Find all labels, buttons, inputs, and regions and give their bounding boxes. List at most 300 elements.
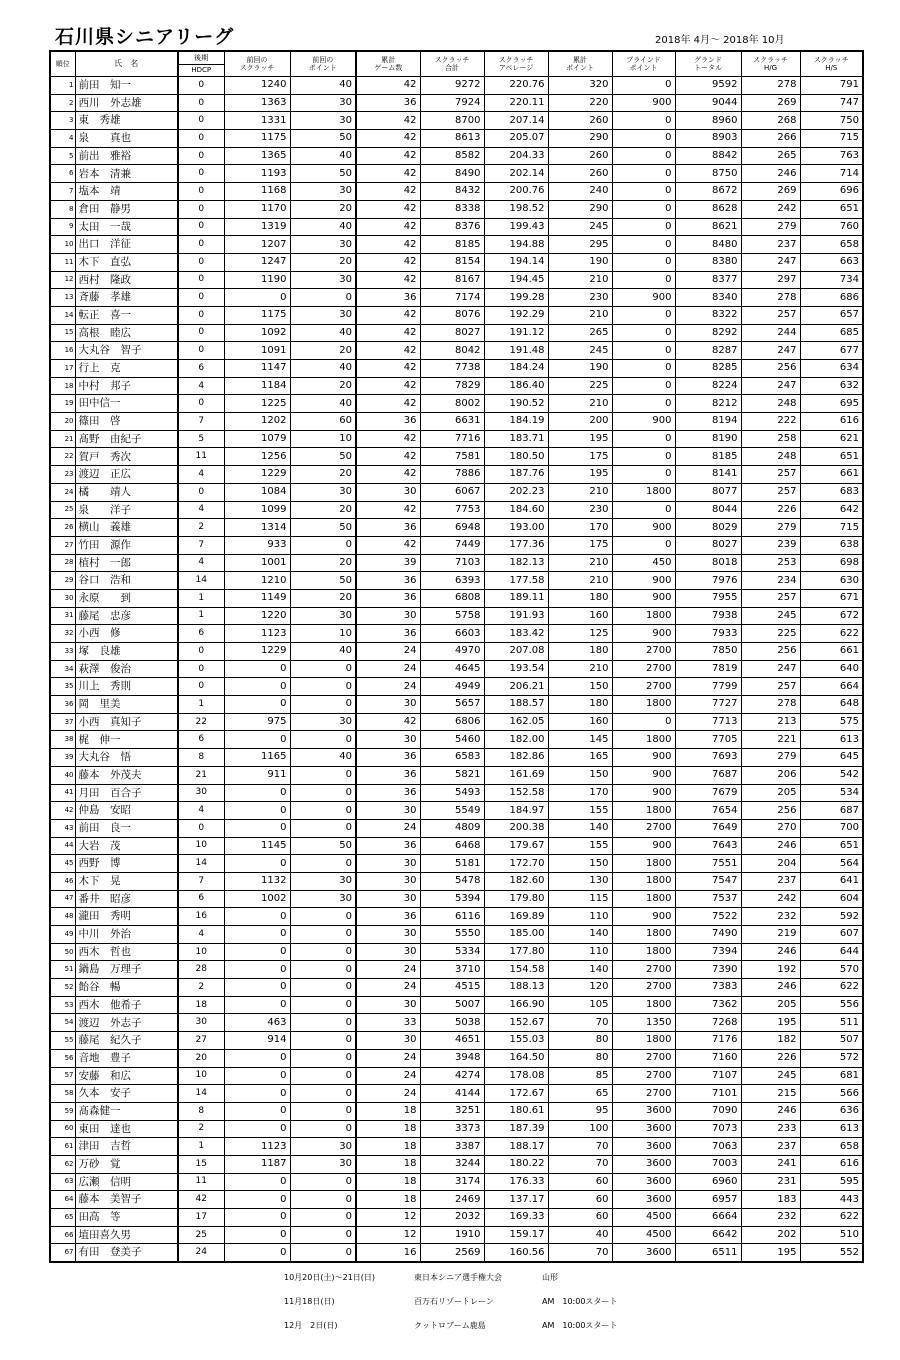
cell-prev-scratch: 933 [224,536,290,554]
table-row [50,1226,863,1244]
cell-games: 42 [356,130,420,148]
cell-total-point: 70 [548,1014,612,1032]
cell-scratch-avg: 154.58 [484,961,548,979]
cell-games: 24 [356,1067,420,1085]
cell-prev-scratch: 1099 [224,501,290,519]
cell-rank: 48 [50,908,75,926]
cell-prev-point: 20 [290,377,356,395]
cell-total-point: 120 [548,979,612,997]
cell-games: 42 [356,377,420,395]
cell-scratch-total: 1910 [420,1226,484,1244]
header-name: 氏 名 [75,51,178,77]
cell-hg: 226 [741,501,800,519]
cell-games: 18 [356,1173,420,1191]
cell-hg: 195 [741,1014,800,1032]
cell-scratch-total: 3174 [420,1173,484,1191]
cell-blind-point: 0 [612,360,675,378]
cell-scratch-avg: 160.56 [484,1244,548,1262]
cell-blind-point: 900 [612,766,675,784]
cell-scratch-avg: 206.21 [484,678,548,696]
cell-total-point: 150 [548,855,612,873]
table-row [50,589,863,607]
cell-grand-total: 6664 [675,1209,741,1227]
cell-scratch-avg: 202.14 [484,165,548,183]
cell-hg: 246 [741,979,800,997]
cell-games: 42 [356,200,420,218]
cell-hs: 638 [800,536,863,554]
cell-hg: 239 [741,536,800,554]
cell-hg: 213 [741,713,800,731]
cell-scratch-total: 5038 [420,1014,484,1032]
cell-scratch-total: 8154 [420,253,484,271]
cell-total-point: 60 [548,1173,612,1191]
cell-prev-scratch: 1220 [224,607,290,625]
cell-total-point: 70 [548,1155,612,1173]
cell-games: 36 [356,837,420,855]
cell-rank: 53 [50,996,75,1014]
cell-games: 24 [356,1085,420,1103]
cell-prev-point: 50 [290,448,356,466]
cell-hs: 683 [800,483,863,501]
cell-grand-total: 7160 [675,1049,741,1067]
cell-games: 42 [356,271,420,289]
cell-hdcp: 2 [178,979,224,997]
cell-scratch-total: 8076 [420,306,484,324]
standings-body [50,77,863,1263]
cell-grand-total: 7101 [675,1085,741,1103]
cell-prev-point: 30 [290,306,356,324]
cell-name: 藤尾 忠彦 [75,607,178,625]
cell-hdcp: 0 [178,678,224,696]
cell-blind-point: 0 [612,501,675,519]
cell-hg: 245 [741,1067,800,1085]
cell-prev-scratch: 0 [224,926,290,944]
table-row [50,501,863,519]
cell-grand-total: 7176 [675,1032,741,1050]
cell-name: 田高 等 [75,1209,178,1227]
cell-hg: 192 [741,961,800,979]
cell-blind-point: 2700 [612,1085,675,1103]
cell-scratch-avg: 183.42 [484,625,548,643]
table-row [50,572,863,590]
cell-rank: 23 [50,466,75,484]
cell-rank: 32 [50,625,75,643]
cell-hs: 595 [800,1173,863,1191]
cell-rank: 21 [50,430,75,448]
cell-prev-point: 0 [290,1226,356,1244]
header-hdcp-bottom: HDCP [178,64,224,77]
cell-games: 36 [356,766,420,784]
cell-prev-scratch: 0 [224,996,290,1014]
cell-scratch-total: 4809 [420,819,484,837]
cell-total-point: 260 [548,165,612,183]
cell-total-point: 265 [548,324,612,342]
cell-rank: 15 [50,324,75,342]
cell-grand-total: 8377 [675,271,741,289]
cell-hdcp: 6 [178,731,224,749]
cell-scratch-avg: 137.17 [484,1191,548,1209]
cell-hdcp: 0 [178,218,224,236]
cell-total-point: 70 [548,1138,612,1156]
header-prev-scratch: 前回の スクラッチ [224,51,290,77]
cell-blind-point: 900 [612,94,675,112]
cell-hs: 556 [800,996,863,1014]
cell-name: 中川 外治 [75,926,178,944]
cell-grand-total: 7362 [675,996,741,1014]
cell-prev-scratch: 1175 [224,130,290,148]
cell-hs: 687 [800,802,863,820]
cell-rank: 10 [50,236,75,254]
cell-scratch-total: 6393 [420,572,484,590]
cell-grand-total: 7933 [675,625,741,643]
cell-grand-total: 6960 [675,1173,741,1191]
cell-grand-total: 7955 [675,589,741,607]
cell-prev-point: 0 [290,802,356,820]
cell-prev-scratch: 0 [224,908,290,926]
cell-name: 萩澤 俊治 [75,660,178,678]
cell-scratch-total: 6631 [420,413,484,431]
cell-games: 42 [356,253,420,271]
cell-blind-point: 0 [612,236,675,254]
cell-prev-point: 20 [290,554,356,572]
cell-name: 西木 他希子 [75,996,178,1014]
cell-hg: 226 [741,1049,800,1067]
cell-total-point: 260 [548,112,612,130]
cell-hdcp: 24 [178,1244,224,1262]
cell-name: 月田 百合子 [75,784,178,802]
cell-prev-point: 40 [290,324,356,342]
cell-prev-point: 0 [290,1102,356,1120]
cell-name: 橘 靖人 [75,483,178,501]
cell-hdcp: 30 [178,784,224,802]
cell-scratch-avg: 183.71 [484,430,548,448]
cell-scratch-avg: 190.52 [484,395,548,413]
cell-blind-point: 0 [612,253,675,271]
table-row [50,218,863,236]
cell-hdcp: 25 [178,1226,224,1244]
cell-name: 東田 達也 [75,1120,178,1138]
cell-name: 前出 雅裕 [75,147,178,165]
cell-name: 植村 一郎 [75,554,178,572]
cell-rank: 26 [50,519,75,537]
cell-name: 西村 隆政 [75,271,178,289]
cell-name: 有田 登美子 [75,1244,178,1262]
cell-scratch-total: 7581 [420,448,484,466]
cell-hs: 507 [800,1032,863,1050]
cell-hdcp: 10 [178,943,224,961]
cell-hg: 221 [741,731,800,749]
schedule-event: 百万石リゾートレーン [414,1297,494,1306]
cell-blind-point: 0 [612,430,675,448]
cell-prev-point: 0 [290,943,356,961]
cell-name: 太田 一哉 [75,218,178,236]
cell-hdcp: 0 [178,643,224,661]
cell-prev-point: 0 [290,678,356,696]
cell-prev-point: 0 [290,1085,356,1103]
cell-hdcp: 20 [178,1049,224,1067]
cell-grand-total: 8194 [675,413,741,431]
cell-grand-total: 7003 [675,1155,741,1173]
cell-name: 塚 良雄 [75,643,178,661]
cell-grand-total: 8340 [675,289,741,307]
cell-prev-scratch: 0 [224,819,290,837]
table-row [50,926,863,944]
cell-grand-total: 6642 [675,1226,741,1244]
cell-rank: 27 [50,536,75,554]
cell-grand-total: 8141 [675,466,741,484]
cell-rank: 42 [50,802,75,820]
cell-games: 39 [356,554,420,572]
table-row [50,377,863,395]
cell-prev-point: 30 [290,483,356,501]
cell-scratch-total: 8338 [420,200,484,218]
table-row [50,731,863,749]
cell-scratch-total: 5334 [420,943,484,961]
cell-prev-scratch: 0 [224,678,290,696]
cell-scratch-avg: 180.22 [484,1155,548,1173]
cell-hs: 534 [800,784,863,802]
cell-prev-point: 30 [290,890,356,908]
cell-prev-point: 0 [290,908,356,926]
cell-prev-scratch: 0 [224,289,290,307]
cell-hdcp: 0 [178,147,224,165]
cell-blind-point: 0 [612,147,675,165]
cell-prev-point: 0 [290,1049,356,1067]
cell-name: 川上 秀則 [75,678,178,696]
schedule-note: AM 10:00スタート [542,1297,618,1306]
cell-hs: 664 [800,678,863,696]
cell-hdcp: 0 [178,94,224,112]
cell-prev-scratch: 1123 [224,625,290,643]
cell-prev-point: 0 [290,784,356,802]
cell-rank: 13 [50,289,75,307]
cell-grand-total: 8621 [675,218,741,236]
cell-games: 30 [356,890,420,908]
cell-rank: 51 [50,961,75,979]
cell-prev-scratch: 1256 [224,448,290,466]
cell-prev-point: 50 [290,165,356,183]
cell-prev-scratch: 1168 [224,183,290,201]
cell-prev-scratch: 1091 [224,342,290,360]
cell-hdcp: 16 [178,908,224,926]
cell-prev-point: 30 [290,872,356,890]
cell-scratch-avg: 200.76 [484,183,548,201]
table-row [50,360,863,378]
cell-scratch-avg: 191.93 [484,607,548,625]
cell-games: 42 [356,466,420,484]
cell-prev-scratch: 1247 [224,253,290,271]
header-blind-point: ブラインド ポイント [612,51,675,77]
cell-hs: 510 [800,1226,863,1244]
cell-rank: 54 [50,1014,75,1032]
cell-total-point: 160 [548,713,612,731]
cell-total-point: 105 [548,996,612,1014]
cell-games: 42 [356,236,420,254]
schedule-date: 11月18日(日) [284,1297,335,1306]
cell-grand-total: 7073 [675,1120,741,1138]
cell-scratch-total: 7886 [420,466,484,484]
cell-hg: 256 [741,360,800,378]
cell-name: 前田 知一 [75,77,178,95]
cell-hs: 542 [800,766,863,784]
cell-name: 泉 洋子 [75,501,178,519]
table-row [50,908,863,926]
cell-hg: 258 [741,430,800,448]
cell-rank: 52 [50,979,75,997]
cell-rank: 7 [50,183,75,201]
cell-prev-point: 20 [290,501,356,519]
cell-rank: 17 [50,360,75,378]
cell-name: 仲島 安昭 [75,802,178,820]
cell-hs: 570 [800,961,863,979]
cell-hs: 671 [800,589,863,607]
cell-total-point: 295 [548,236,612,254]
cell-hg: 257 [741,483,800,501]
cell-grand-total: 8750 [675,165,741,183]
cell-hs: 715 [800,130,863,148]
cell-hs: 607 [800,926,863,944]
cell-scratch-avg: 182.60 [484,872,548,890]
cell-hg: 270 [741,819,800,837]
cell-hg: 246 [741,165,800,183]
cell-scratch-total: 8167 [420,271,484,289]
cell-total-point: 240 [548,183,612,201]
table-row [50,483,863,501]
cell-blind-point: 1800 [612,890,675,908]
cell-prev-point: 0 [290,660,356,678]
cell-games: 18 [356,1120,420,1138]
cell-total-point: 65 [548,1085,612,1103]
cell-scratch-total: 8490 [420,165,484,183]
cell-games: 30 [356,943,420,961]
cell-prev-scratch: 1123 [224,1138,290,1156]
cell-prev-point: 20 [290,342,356,360]
cell-name: 瀧田 秀明 [75,908,178,926]
cell-scratch-avg: 188.13 [484,979,548,997]
table-row [50,837,863,855]
cell-hs: 700 [800,819,863,837]
cell-hg: 279 [741,519,800,537]
cell-prev-point: 0 [290,1209,356,1227]
cell-total-point: 175 [548,536,612,554]
table-row [50,1173,863,1191]
cell-hdcp: 28 [178,961,224,979]
cell-hs: 681 [800,1067,863,1085]
cell-hg: 246 [741,1102,800,1120]
cell-scratch-total: 2469 [420,1191,484,1209]
cell-blind-point: 1800 [612,1032,675,1050]
cell-prev-point: 20 [290,589,356,607]
cell-name: 安藤 和広 [75,1067,178,1085]
cell-hg: 225 [741,625,800,643]
cell-total-point: 70 [548,1244,612,1262]
cell-grand-total: 8842 [675,147,741,165]
cell-hdcp: 0 [178,306,224,324]
cell-hg: 231 [741,1173,800,1191]
cell-blind-point: 2700 [612,1049,675,1067]
cell-blind-point: 2700 [612,819,675,837]
cell-prev-scratch: 1184 [224,377,290,395]
header-prev-point: 前回の ポイント [290,51,356,77]
cell-blind-point: 3600 [612,1173,675,1191]
cell-scratch-total: 6116 [420,908,484,926]
cell-total-point: 210 [548,554,612,572]
cell-hdcp: 14 [178,572,224,590]
cell-name: 小西 修 [75,625,178,643]
cell-name: 岩本 清兼 [75,165,178,183]
table-row [50,872,863,890]
cell-prev-point: 30 [290,112,356,130]
cell-total-point: 155 [548,837,612,855]
cell-blind-point: 0 [612,395,675,413]
cell-hdcp: 0 [178,200,224,218]
standings-table [49,50,864,1263]
cell-hdcp: 4 [178,926,224,944]
cell-blind-point: 2700 [612,961,675,979]
cell-scratch-avg: 180.61 [484,1102,548,1120]
cell-scratch-avg: 182.00 [484,731,548,749]
cell-hs: 763 [800,147,863,165]
cell-rank: 63 [50,1173,75,1191]
cell-games: 42 [356,165,420,183]
cell-grand-total: 7850 [675,643,741,661]
cell-total-point: 110 [548,908,612,926]
cell-name: 塩本 靖 [75,183,178,201]
cell-total-point: 60 [548,1191,612,1209]
cell-rank: 28 [50,554,75,572]
cell-games: 30 [356,483,420,501]
cell-scratch-avg: 199.28 [484,289,548,307]
cell-prev-scratch: 0 [224,1067,290,1085]
cell-prev-point: 0 [290,1014,356,1032]
cell-total-point: 230 [548,289,612,307]
cell-prev-point: 30 [290,1155,356,1173]
cell-grand-total: 7063 [675,1138,741,1156]
cell-prev-point: 0 [290,1067,356,1085]
cell-hdcp: 1 [178,607,224,625]
cell-hs: 641 [800,872,863,890]
cell-blind-point: 3600 [612,1138,675,1156]
cell-hs: 511 [800,1014,863,1032]
cell-prev-point: 30 [290,183,356,201]
cell-blind-point: 0 [612,130,675,148]
cell-name: 永原 到 [75,589,178,607]
cell-scratch-total: 7829 [420,377,484,395]
cell-games: 24 [356,643,420,661]
cell-prev-scratch: 1193 [224,165,290,183]
cell-rank: 25 [50,501,75,519]
cell-blind-point: 1800 [612,607,675,625]
cell-grand-total: 8960 [675,112,741,130]
header-hg: スクラッチ H/G [741,51,800,77]
cell-prev-scratch: 0 [224,1102,290,1120]
header-grand-total: グランド トータル [675,51,741,77]
cell-hg: 206 [741,766,800,784]
cell-rank: 64 [50,1191,75,1209]
cell-grand-total: 8044 [675,501,741,519]
cell-hs: 677 [800,342,863,360]
cell-rank: 65 [50,1209,75,1227]
cell-blind-point: 900 [612,749,675,767]
cell-hg: 219 [741,926,800,944]
cell-prev-point: 0 [290,536,356,554]
header-games: 累計 ゲーム数 [356,51,420,77]
cell-prev-scratch: 1149 [224,589,290,607]
cell-grand-total: 8380 [675,253,741,271]
cell-rank: 43 [50,819,75,837]
cell-scratch-total: 8432 [420,183,484,201]
header-scratch-avg: スクラッチ アベレージ [484,51,548,77]
